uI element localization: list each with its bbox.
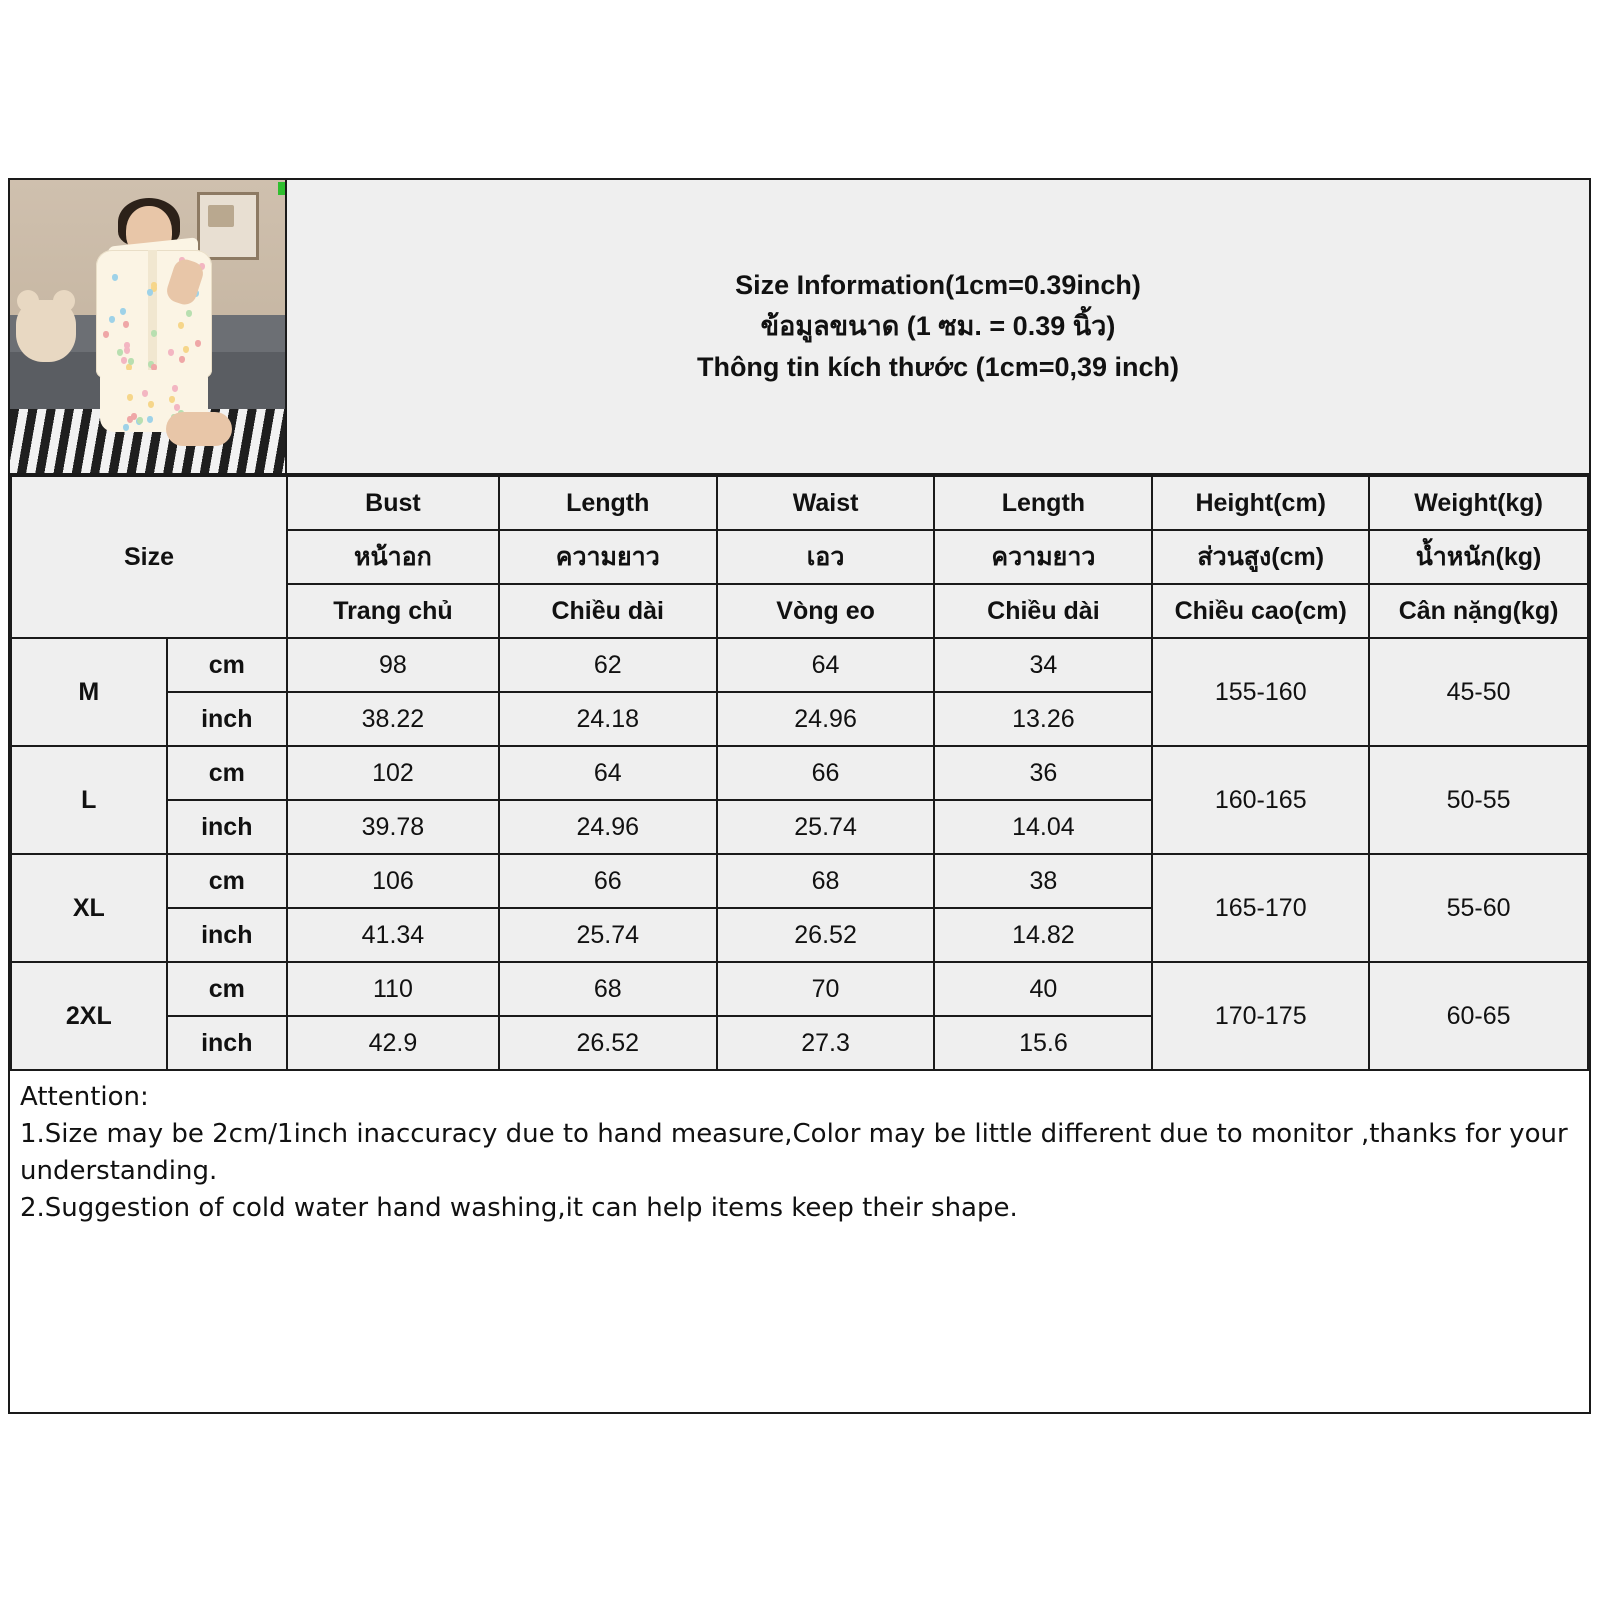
col-header-waist-vi: Vòng eo: [717, 584, 935, 638]
cell-waist-cm-xl: 68: [717, 854, 935, 908]
cell-length2-cm-2xl: 40: [934, 962, 1152, 1016]
row-unit-cm-l: cm: [167, 746, 287, 800]
row-size-xl: XL: [11, 854, 167, 962]
cell-length2-inch-m: 13.26: [934, 692, 1152, 746]
col-header-bust-en: Bust: [287, 476, 499, 530]
photo-plush-toy: [16, 300, 76, 362]
col-header-weight-en: Weight(kg): [1369, 476, 1588, 530]
cell-length1-inch-2xl: 26.52: [499, 1016, 717, 1070]
col-header-length1-th: ความยาว: [499, 530, 717, 584]
row-unit-inch-xl: inch: [167, 908, 287, 962]
cell-length1-inch-m: 24.18: [499, 692, 717, 746]
table-header-row-en: [11, 476, 1588, 530]
col-header-waist-en: Waist: [717, 476, 935, 530]
attention-note-2: 2.Suggestion of cold water hand washing,it can help items keep their shape.: [20, 1192, 1018, 1223]
cell-waist-inch-xl: 26.52: [717, 908, 935, 962]
cell-bust-cm-m: 98: [287, 638, 499, 692]
col-header-height-en: Height(cm): [1152, 476, 1369, 530]
row-size-l: L: [11, 746, 167, 854]
cell-length1-inch-l: 24.96: [499, 800, 717, 854]
cell-bust-inch-2xl: 42.9: [287, 1016, 499, 1070]
table-row: [11, 962, 1588, 1016]
attention-note-1: 1.Size may be 2cm/1inch inaccuracy due to hand measure,Color may be little different due to monitor ,thanks for your understanding.: [20, 1118, 1568, 1186]
row-unit-inch-m: inch: [167, 692, 287, 746]
size-table: [10, 475, 1589, 1071]
model-leg: [166, 412, 232, 446]
title-vietnamese: Thông tin kích thước (1cm=0,39 inch): [696, 352, 1180, 383]
table-row: [11, 854, 1588, 908]
cell-length2-cm-l: 36: [934, 746, 1152, 800]
row-unit-cm-2xl: cm: [167, 962, 287, 1016]
cell-waist-cm-m: 64: [717, 638, 935, 692]
col-header-weight-vi: Cân nặng(kg): [1369, 584, 1588, 638]
cell-waist-inch-m: 24.96: [717, 692, 935, 746]
col-header-bust-vi: Trang chủ: [287, 584, 499, 638]
title-block: [287, 180, 1589, 473]
col-header-length1-vi: Chiều dài: [499, 584, 717, 638]
cell-length1-cm-m: 62: [499, 638, 717, 692]
cell-waist-inch-l: 25.74: [717, 800, 935, 854]
table-row: [11, 638, 1588, 692]
cell-length2-inch-l: 14.04: [934, 800, 1152, 854]
cell-bust-inch-xl: 41.34: [287, 908, 499, 962]
cell-length1-cm-l: 64: [499, 746, 717, 800]
cell-bust-inch-m: 38.22: [287, 692, 499, 746]
green-corner-mark: [278, 182, 287, 195]
product-photo: [10, 180, 287, 473]
cell-length2-cm-xl: 38: [934, 854, 1152, 908]
cell-waist-inch-2xl: 27.3: [717, 1016, 935, 1070]
row-size-m: M: [11, 638, 167, 746]
col-header-bust-th: หน้าอก: [287, 530, 499, 584]
header-area: [10, 180, 1589, 475]
cell-length1-inch-xl: 25.74: [499, 908, 717, 962]
col-header-waist-th: เอว: [717, 530, 935, 584]
row-size-2xl: 2XL: [11, 962, 167, 1070]
cell-height-2xl: 170-175: [1152, 962, 1369, 1070]
size-header-cell: Size: [11, 476, 287, 638]
row-unit-cm-xl: cm: [167, 854, 287, 908]
cell-length1-cm-xl: 66: [499, 854, 717, 908]
cell-bust-cm-xl: 106: [287, 854, 499, 908]
cell-length2-cm-m: 34: [934, 638, 1152, 692]
cell-waist-cm-l: 66: [717, 746, 935, 800]
col-header-length2-vi: Chiều dài: [934, 584, 1152, 638]
size-chart-card: [8, 178, 1591, 1414]
attention-title: Attention:: [20, 1082, 149, 1112]
col-header-length2-en: Length: [934, 476, 1152, 530]
cell-length2-inch-2xl: 15.6: [934, 1016, 1152, 1070]
title-english: Size Information(1cm=0.39inch): [735, 269, 1141, 300]
col-header-length2-th: ความยาว: [934, 530, 1152, 584]
cell-bust-cm-l: 102: [287, 746, 499, 800]
cell-length1-cm-2xl: 68: [499, 962, 717, 1016]
cell-height-m: 155-160: [1152, 638, 1369, 746]
row-unit-inch-l: inch: [167, 800, 287, 854]
cell-weight-xl: 55-60: [1369, 854, 1588, 962]
cell-weight-l: 50-55: [1369, 746, 1588, 854]
cell-bust-cm-2xl: 110: [287, 962, 499, 1016]
row-unit-cm-m: cm: [167, 638, 287, 692]
table-row: [11, 746, 1588, 800]
cell-weight-2xl: 60-65: [1369, 962, 1588, 1070]
cell-bust-inch-l: 39.78: [287, 800, 499, 854]
cell-length2-inch-xl: 14.82: [934, 908, 1152, 962]
col-header-height-th: ส่วนสูง(cm): [1152, 530, 1369, 584]
photo-model: [74, 198, 224, 458]
col-header-height-vi: Chiều cao(cm): [1152, 584, 1369, 638]
cell-height-l: 160-165: [1152, 746, 1369, 854]
cell-weight-m: 45-50: [1369, 638, 1588, 746]
title-thai: ข้อมูลขนาด (1 ซม. = 0.39 นิ้ว): [760, 310, 1116, 341]
col-header-length1-en: Length: [499, 476, 717, 530]
row-unit-inch-2xl: inch: [167, 1016, 287, 1070]
col-header-weight-th: น้ำหนัก(kg): [1369, 530, 1588, 584]
attention-block: [10, 1071, 1589, 1227]
cell-waist-cm-2xl: 70: [717, 962, 935, 1016]
cell-height-xl: 165-170: [1152, 854, 1369, 962]
